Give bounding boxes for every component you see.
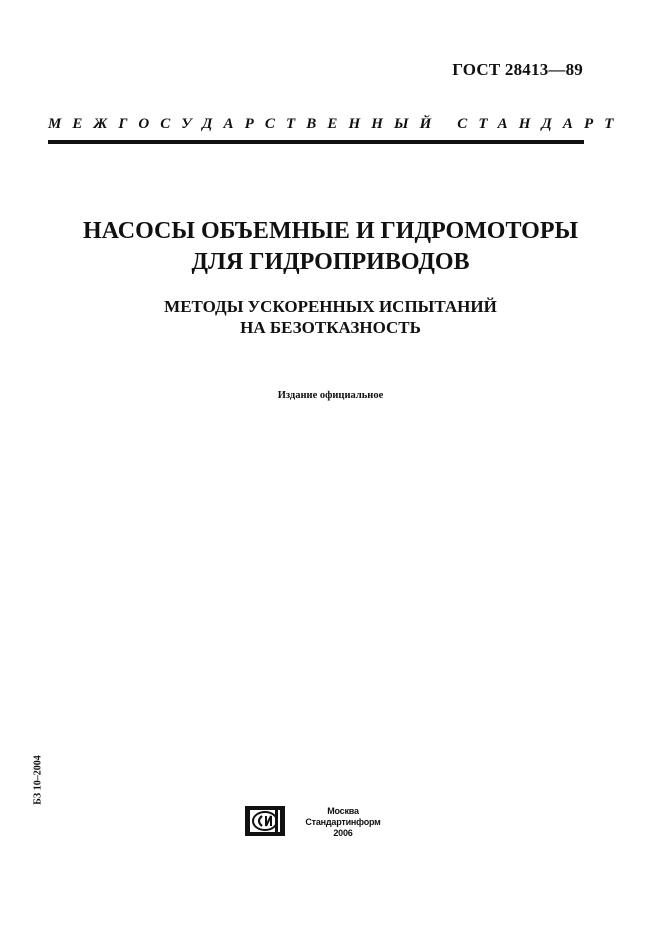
header-rule xyxy=(48,140,584,144)
document-subtitle-line-1: МЕТОДЫ УСКОРЕННЫХ ИСПЫТАНИЙ xyxy=(164,297,497,316)
publisher-block xyxy=(298,806,388,839)
standard-category: МЕЖГОСУДАРСТВЕННЫЙ СТАНДАРТ xyxy=(48,116,625,132)
publisher-name: Стандартинформ xyxy=(305,817,381,827)
document-title-line-2: ДЛЯ ГИДРОПРИВОДОВ xyxy=(191,249,470,275)
document-title xyxy=(0,216,661,278)
publisher-city: Москва xyxy=(327,806,359,816)
side-code-text: БЗ 10–2004 xyxy=(32,755,44,805)
edition-label: Издание официальное xyxy=(277,390,384,401)
standartinform-logo-icon xyxy=(245,806,285,836)
document-title-line-1: НАСОСЫ ОБЪЕМНЫЕ И ГИДРОМОТОРЫ xyxy=(82,218,579,244)
publisher-year: 2006 xyxy=(333,828,353,838)
document-subtitle xyxy=(0,296,661,338)
document-subtitle-line-2: НА БЕЗОТКАЗНОСТЬ xyxy=(240,318,421,337)
gost-number: ГОСТ 28413—89 xyxy=(452,60,583,79)
